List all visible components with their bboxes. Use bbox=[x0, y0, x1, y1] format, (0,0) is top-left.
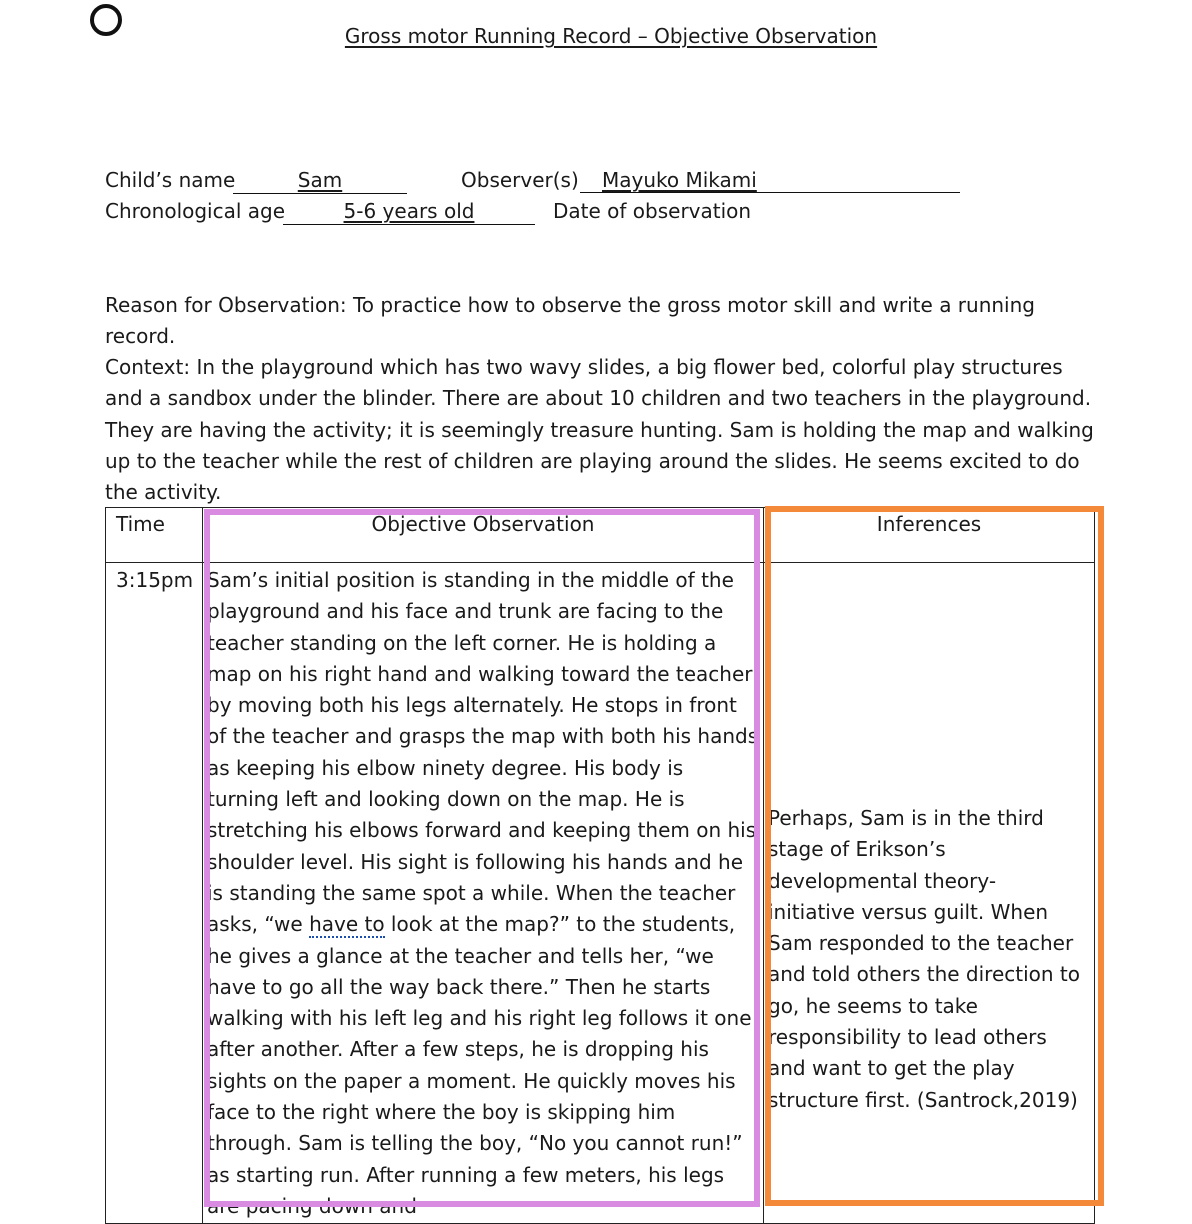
observer-value: Mayuko Mikami bbox=[580, 168, 960, 193]
table-row bbox=[106, 563, 1095, 1224]
reason-paragraph: Reason for Observation: To practice how to observe the gross motor skill and write a running record. bbox=[105, 293, 1035, 349]
child-name-label: Child’s name bbox=[105, 168, 236, 192]
observer-label: Observer(s) bbox=[461, 168, 579, 192]
table-header-row bbox=[106, 508, 1095, 563]
marked-text: have to bbox=[309, 912, 385, 937]
age-value: 5-6 years old bbox=[283, 199, 535, 225]
age-date-row bbox=[105, 199, 1005, 229]
inference-text: Perhaps, Sam is in the third stage of Erikson’s developmental theory- initiative versus guilt. When Sam responded to the teacher and told others the direction to go, he seems to take responsibility to lead others and want to get the play structure first. (Santrock,2019) bbox=[768, 806, 1080, 1112]
inferences-header: Inferences bbox=[764, 508, 1095, 563]
observation-table bbox=[105, 507, 1095, 1224]
context-paragraph: Context: In the playground which has two wavy slides, a big flower bed, colorful play structures and a sandbox under the blinder. There are about 10 children and two teachers in the playground. They are having the activity; it is seemingly treasure hunting. Sam is holding the map and walking up to the teacher while the rest of children are playing around the slides. He seems excited to do the activity. bbox=[105, 355, 1094, 505]
page-title: Gross motor Running Record – Objective Observation bbox=[344, 24, 878, 48]
observation-cell bbox=[203, 563, 764, 1224]
child-name-value: Sam bbox=[233, 168, 407, 194]
date-label: Date of observation bbox=[553, 199, 752, 223]
time-header: Time bbox=[106, 508, 203, 563]
time-cell: 3:15pm bbox=[106, 563, 203, 1224]
observation-text: Sam’s initial position is standing in the middle of the playground and his face and trunk are facing to the teacher standing on the left corner. He is holding a map on his right hand and walking toward the teacher by moving both his legs alternately. He stops in front of the teacher and grasps the map with both his hands as keeping his elbow ninety degree. His body is turning left and looking down on the map. He is stretching his elbows forward and keeping them on his shoulder level. His sight is following his hands and he is standing the same spot a while. When the teacher asks, “we have to look at the map?” to the students, he gives a glance at the teacher and tells her, “we have to go all the way back there.” Then he starts walking with his left leg and his right leg follows it one after another. After a few steps, he is dropping his sights on the paper a moment. He quickly moves his face to the right where the boy is skipping him through. Sam is telling the boy, “No you cannot run!” as starting run. After running a few meters, his legs are pacing down and bbox=[207, 568, 759, 1218]
observation-header: Objective Observation bbox=[203, 508, 764, 563]
inferences-cell bbox=[764, 563, 1095, 1224]
age-label: Chronological age bbox=[105, 199, 286, 223]
name-observer-row bbox=[105, 168, 1005, 198]
